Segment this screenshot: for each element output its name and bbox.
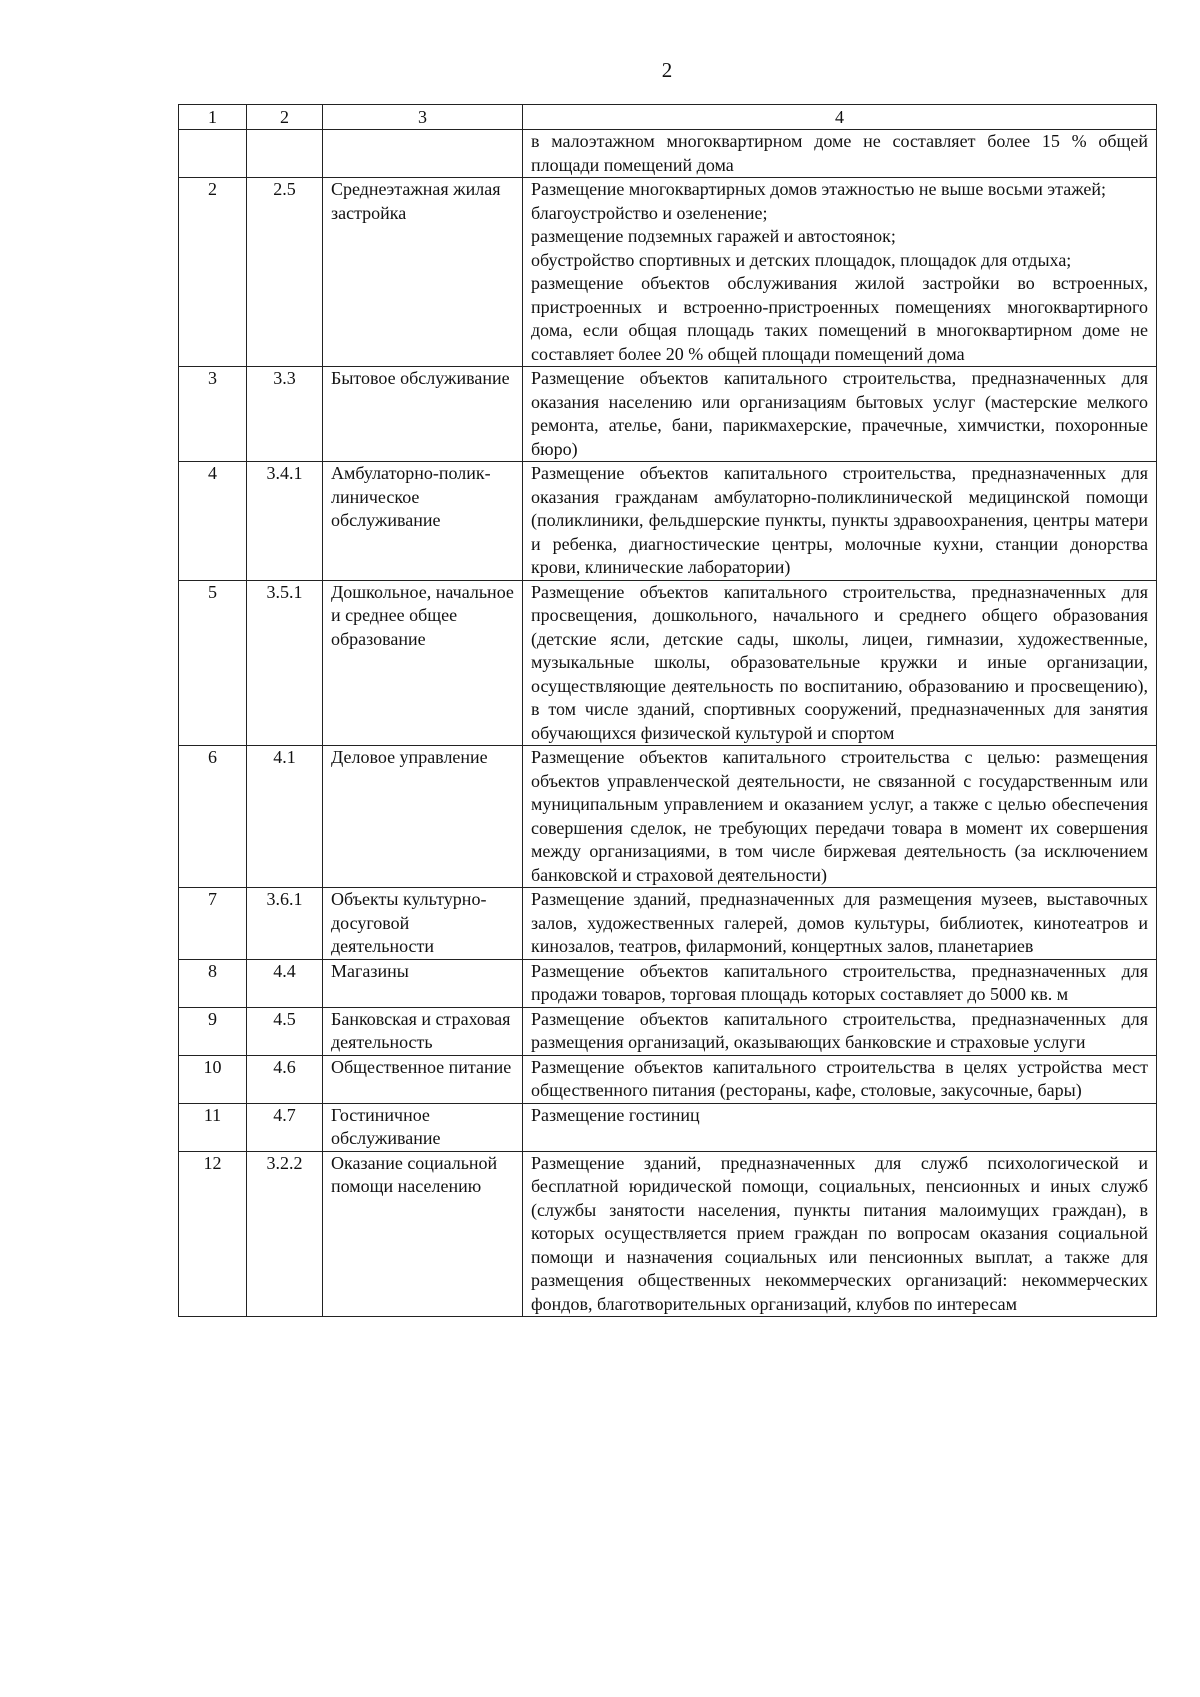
- table-row: [179, 178, 1157, 367]
- table-row: [179, 959, 1157, 1007]
- row-number-cell: 11: [179, 1103, 247, 1151]
- header-col-1: 1: [179, 105, 247, 130]
- row-number-cell: 12: [179, 1151, 247, 1317]
- use-name-cell: [323, 130, 523, 178]
- row-number-cell: 7: [179, 888, 247, 960]
- description-paragraph: в малоэтажном многоквартирном доме не составляет более 15 % общей площади помещений дома: [531, 131, 1148, 175]
- header-col-2: 2: [247, 105, 323, 130]
- table-row: [179, 1007, 1157, 1055]
- table-row: [179, 580, 1157, 746]
- row-number-cell: 8: [179, 959, 247, 1007]
- row-number-cell: 5: [179, 580, 247, 746]
- row-number-cell: 4: [179, 462, 247, 581]
- row-number-cell: 3: [179, 367, 247, 462]
- description-paragraph: размещение подземных гаражей и автостоянок;: [531, 226, 896, 246]
- use-description-cell: [523, 130, 1157, 178]
- table-row: [179, 367, 1157, 462]
- description-paragraph: благоустройство и озеленение;: [531, 202, 768, 223]
- description-paragraph: Размещение объектов капитального строительства, предназначенных для оказания населению или организациям бытовых услуг (мастерские мелкого ремонта, ателье, бани, парикмахерские, прачечные, химчистки, похоронные бюро): [531, 368, 1148, 459]
- use-description-cell: [523, 746, 1157, 888]
- classifier-code-cell: 3.4.1: [247, 462, 323, 581]
- table-row: [179, 746, 1157, 888]
- row-number-cell: [179, 130, 247, 178]
- use-name-cell: Объекты культурно-досуговой деятельности: [323, 888, 523, 960]
- use-name-cell: Гостиничное обслуживание: [323, 1103, 523, 1151]
- row-number-cell: 6: [179, 746, 247, 888]
- description-paragraph: Размещение объектов капитального строительства, предназначенных для продажи товаров, торговая площадь которых составляет до 5000 кв. м: [531, 960, 1148, 1004]
- description-paragraph: Размещение зданий, предназначенных для служб психологической и бесплатной юридической помощи, социальных, пенсионных и иных служб (службы занятости населения, пункты питания малоимущих граждан), в которых осуществляется прием граждан по вопросам оказания социальной помощи и назначения социальных или пенсионных выплат, а также для размещения общественных некоммерческих организаций: некоммерческих фондов, благотворительных организаций, клубов по интересам: [531, 1152, 1148, 1314]
- classifier-code-cell: 3.2.2: [247, 1151, 323, 1317]
- table-row: [179, 1103, 1157, 1151]
- use-description-cell: [523, 1103, 1157, 1151]
- use-description-cell: [523, 1151, 1157, 1317]
- classifier-code-cell: 4.6: [247, 1055, 323, 1103]
- use-description-cell: [523, 959, 1157, 1007]
- description-paragraph: Размещение объектов капитального строительства в целях устройства мест общественного питания (рестораны, кафе, столовые, закусочные, бары): [531, 1056, 1148, 1100]
- use-name-cell: Деловое управление: [323, 746, 523, 888]
- use-description-cell: [523, 888, 1157, 960]
- classifier-code-cell: 2.5: [247, 178, 323, 367]
- description-paragraph: Размещение объектов капитального строительства, предназначенных для просвещения, дошкольного, начального и среднего общего образования (детские ясли, детские сады, школы, лицеи, гимназии, художественные, музыкальные школы, образовательные кружки и иные организации, осуществляющие деятельность по воспитанию, образованию и просвещению), в том числе зданий, спортивных сооружений, предназначенных для занятия обучающихся физической культурой и спортом: [531, 581, 1148, 743]
- use-description-cell: [523, 580, 1157, 746]
- use-name-cell: Дошкольное, начальное и среднее общее образование: [323, 580, 523, 746]
- classifier-code-cell: 4.5: [247, 1007, 323, 1055]
- description-paragraph: Размещение объектов капитального строительства, предназначенных для размещения организаций, оказывающих банковские и страховые услуги: [531, 1008, 1148, 1052]
- classifier-code-cell: 4.1: [247, 746, 323, 888]
- use-name-cell: Магазины: [323, 959, 523, 1007]
- classifier-code-cell: 4.7: [247, 1103, 323, 1151]
- description-paragraph: Размещение зданий, предназначенных для размещения музеев, выставочных залов, художественных галерей, домов культуры, библиотек, кинотеатров и кинозалов, театров, филармоний, концертных залов, планетариев: [531, 889, 1148, 956]
- description-paragraph: Размещение гостиниц: [531, 1104, 700, 1125]
- table-row: [179, 462, 1157, 581]
- use-name-cell: Амбулаторно-полик-линическое обслуживание: [323, 462, 523, 581]
- land-use-table: [178, 104, 1157, 1317]
- classifier-code-cell: 3.5.1: [247, 580, 323, 746]
- row-number-cell: 2: [179, 178, 247, 367]
- use-name-cell: Общественное питание: [323, 1055, 523, 1103]
- use-name-cell: Оказание социальной помощи населению: [323, 1151, 523, 1317]
- use-description-cell: [523, 462, 1157, 581]
- classifier-code-cell: 3.3: [247, 367, 323, 462]
- use-description-cell: [523, 367, 1157, 462]
- header-row: [179, 105, 1157, 130]
- use-description-cell: [523, 1007, 1157, 1055]
- description-paragraph: Размещение объектов капитального строительства, предназначенных для оказания гражданам амбулаторно-поликлинической медицинской помощи (поликлиники, фельдшерские пункты, пункты здравоохранения, центры матери и ребенка, диагностические центры, молочные кухни, станции донорства крови, клинические лаборатории): [531, 463, 1148, 577]
- header-col-4: 4: [523, 105, 1157, 130]
- description-paragraph: Размещение многоквартирных домов этажностью не выше восьми этажей;: [531, 179, 1107, 199]
- table-header: [179, 105, 1157, 130]
- use-description-cell: [523, 178, 1157, 367]
- description-paragraph: Размещение объектов капитального строительства с целью: размещения объектов управленческой деятельности, не связанной с государственным или муниципальным управлением и оказанием услуг, а также с целью обеспечения совершения сделок, не требующих передачи товара в момент их совершения между организациями, в том числе биржевая деятельность (за исключением банковской и страховой деятельности): [531, 747, 1148, 885]
- table-row: [179, 1151, 1157, 1317]
- table-row: [179, 130, 1157, 178]
- classifier-code-cell: [247, 130, 323, 178]
- description-paragraph: размещение объектов обслуживания жилой застройки во встроенных, пристроенных и встроенно-пристроенных помещениях многоквартирного дома, если общая площадь таких помещений в многоквартирном доме не составляет более 20 % общей площади помещений дома: [531, 273, 1148, 364]
- table-row: [179, 888, 1157, 960]
- description-paragraph: обустройство спортивных и детских площадок, площадок для отдыха;: [531, 249, 1072, 270]
- row-number-cell: 10: [179, 1055, 247, 1103]
- use-name-cell: Банковская и страховая деятельность: [323, 1007, 523, 1055]
- page-number: 2: [661, 58, 673, 82]
- use-name-cell: Среднеэтажная жилая застройка: [323, 178, 523, 367]
- table-body: [179, 130, 1157, 1317]
- header-col-3: 3: [323, 105, 523, 130]
- use-description-cell: [523, 1055, 1157, 1103]
- use-name-cell: Бытовое обслуживание: [323, 367, 523, 462]
- classifier-code-cell: 4.4: [247, 959, 323, 1007]
- table-row: [179, 1055, 1157, 1103]
- row-number-cell: 9: [179, 1007, 247, 1055]
- classifier-code-cell: 3.6.1: [247, 888, 323, 960]
